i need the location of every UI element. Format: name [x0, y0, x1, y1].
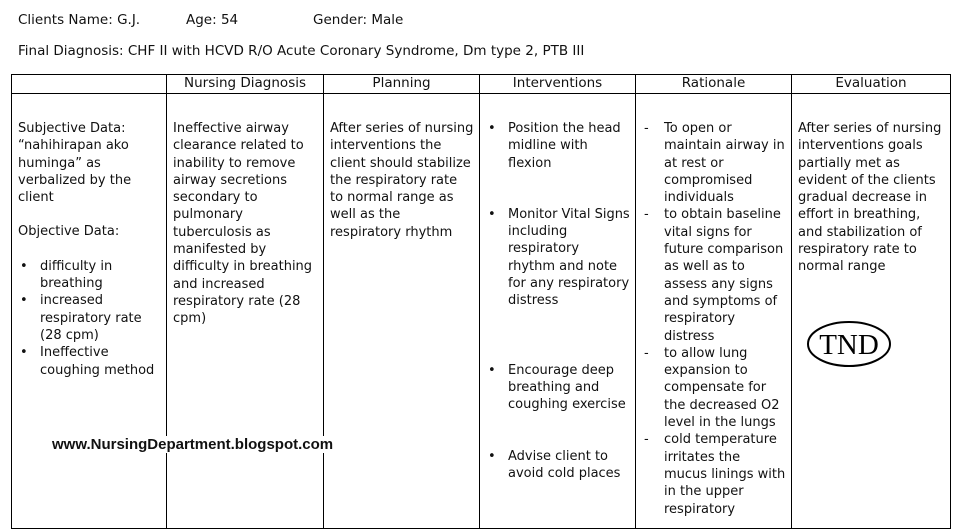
final-diagnosis: Final Diagnosis: CHF II with HCVD R/O Acute Coronary Syndrome, Dm type 2, PTB III	[18, 43, 585, 59]
evaluation-cell	[792, 94, 951, 529]
list-item: - to obtain baseline vital signs for future comparison as well as to assess any signs and symptoms of respiratory distress	[642, 206, 786, 344]
client-info-line	[18, 12, 404, 28]
list-item: • Ineffective coughing method	[18, 344, 161, 379]
tnd-logo	[806, 320, 892, 368]
website-watermark: www.NursingDepartment.blogspot.com	[52, 436, 334, 453]
planning-cell: After series of nursing interventions the client should stabilize the respiratory rate to normal range as well as the respiratory rhythm	[324, 94, 480, 529]
header-nursing-diagnosis: Nursing Diagnosis	[167, 75, 324, 94]
header-interventions: Interventions	[480, 75, 636, 94]
client-age: Age: 54	[186, 12, 239, 28]
assessment-cell	[12, 94, 167, 529]
list-item: • Monitor Vital Signs including respiratory rhythm and note for any respiratory distress	[486, 206, 630, 310]
header-planning: Planning	[324, 75, 480, 94]
list-item: - cold temperature irritates the mucus linings with in the upper respiratory	[642, 431, 786, 517]
list-item: - to allow lung expansion to compensate for the decreased O2 level in the lungs	[642, 345, 786, 431]
list-item: • increased respiratory rate (28 cpm)	[18, 292, 161, 344]
header-assessment	[12, 75, 167, 94]
client-gender: Gender: Male	[313, 12, 404, 28]
rationale-cell	[636, 94, 792, 529]
table-header-row	[12, 75, 951, 94]
list-item: • Advise client to avoid cold places	[486, 448, 630, 483]
client-name: Clients Name: G.J.	[18, 12, 141, 28]
tnd-logo-text: TND	[819, 328, 879, 361]
objective-label: Objective Data:	[18, 224, 120, 240]
objective-list	[18, 258, 161, 379]
list-item: - To open or maintain airway in at rest or compromised individuals	[642, 120, 786, 206]
list-item: • difficulty in breathing	[18, 258, 161, 293]
subjective-text: “nahihirapan ako huminga” as verbalized by the client	[18, 138, 132, 206]
rationale-list	[642, 120, 786, 518]
subjective-label: Subjective Data:	[18, 121, 126, 136]
list-item: • Position the head midline with flexion	[486, 120, 630, 172]
interventions-list	[486, 120, 630, 482]
interventions-cell	[480, 94, 636, 529]
evaluation-text: After series of nursing interventions goals partially met as evident of the clients gradual decrease in effort in breathing, and stabilization of respiratory rate to normal range	[798, 121, 942, 275]
header-rationale: Rationale	[636, 75, 792, 94]
nursing-diagnosis-cell: Ineffective airway clearance related to inability to remove airway secretions secondary to pulmonary tuberculosis as manifested by difficulty in breathing and increased respiratory rate (28 cpm)	[167, 94, 324, 529]
table-row	[12, 94, 951, 529]
nursing-care-plan-table	[11, 74, 951, 529]
list-item: • Encourage deep breathing and coughing exercise	[486, 362, 630, 414]
header-evaluation: Evaluation	[792, 75, 951, 94]
